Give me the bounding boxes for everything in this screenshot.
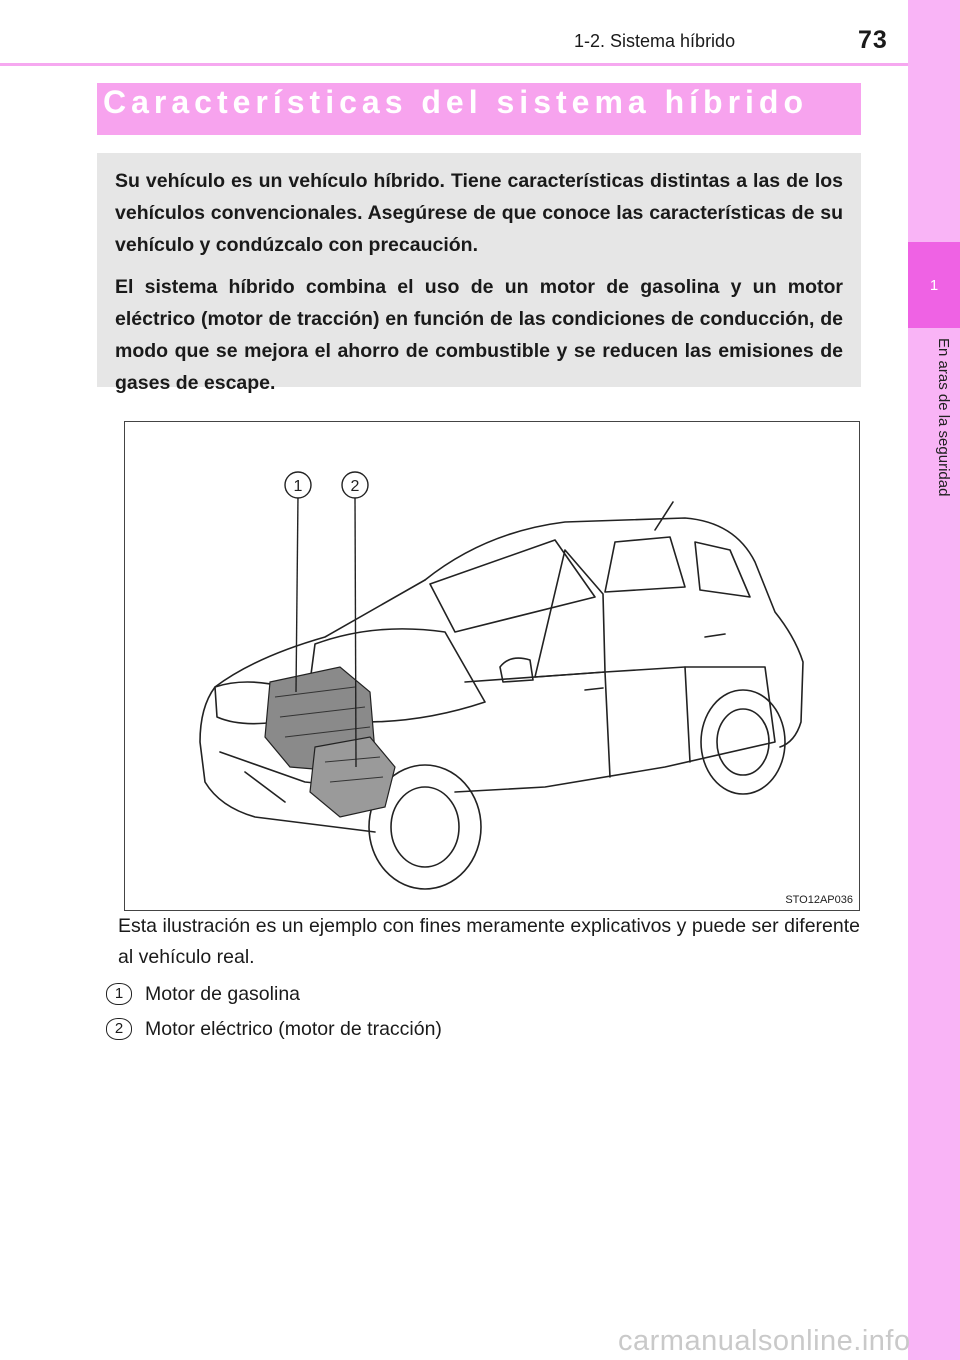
figure-code: STO12AP036 <box>785 894 853 906</box>
quarter-window <box>695 542 750 597</box>
legend-item-1 <box>106 981 606 1011</box>
page-title: Características del sistema híbrido <box>103 84 808 120</box>
legend-number-2: 2 <box>106 1018 132 1040</box>
windshield <box>430 540 595 632</box>
intro-paragraph-2: El sistema híbrido combina el uso de un motor de gasolina y un motor eléctrico (motor de tracción) en función de las condiciones de conducción, de modo que se mejora el ahorro de combustible y se reducen las emisiones de gases de escape. <box>115 276 843 394</box>
figure-caption: Esta ilustración es un ejemplo con fines meramente explicativos y puede ser diferente al vehículo real. <box>118 915 860 968</box>
legend-text-2: Motor eléctrico (motor de tracción) <box>145 1018 442 1040</box>
callout-line-2 <box>355 495 356 767</box>
car-roof <box>425 518 803 747</box>
header-rule <box>0 63 908 66</box>
side-tab <box>908 0 960 1360</box>
callout-label-2: 2 <box>350 478 360 495</box>
intro-paragraph-1: Su vehículo es un vehículo híbrido. Tiene características distintas a las de los vehículos convencionales. Asegúrese de que conoce las características de su vehículo y condúzcalo con precaución. <box>115 170 843 256</box>
intro-box <box>97 153 861 394</box>
front-door-window <box>535 550 605 677</box>
callout-label-1: 1 <box>293 478 303 495</box>
car-illustration <box>124 421 860 911</box>
car-drawing <box>125 422 859 910</box>
antenna <box>655 502 673 530</box>
legend-text-1: Motor de gasolina <box>145 983 301 1005</box>
section-title: 1-2. Sistema híbrido <box>574 31 736 51</box>
side-tab-label: En aras de la seguridad <box>935 338 952 497</box>
legend-number-1: 1 <box>106 983 132 1005</box>
page-number: 73 <box>858 26 888 54</box>
legend-item-2 <box>106 1016 606 1046</box>
watermark: carmanualsonline.info <box>618 1325 911 1357</box>
rear-door-window <box>605 537 685 592</box>
door-line <box>455 667 775 792</box>
engine-assembly <box>265 667 395 817</box>
callout-line-1 <box>296 495 298 692</box>
side-tab-chapter[interactable]: 1 <box>908 242 960 328</box>
